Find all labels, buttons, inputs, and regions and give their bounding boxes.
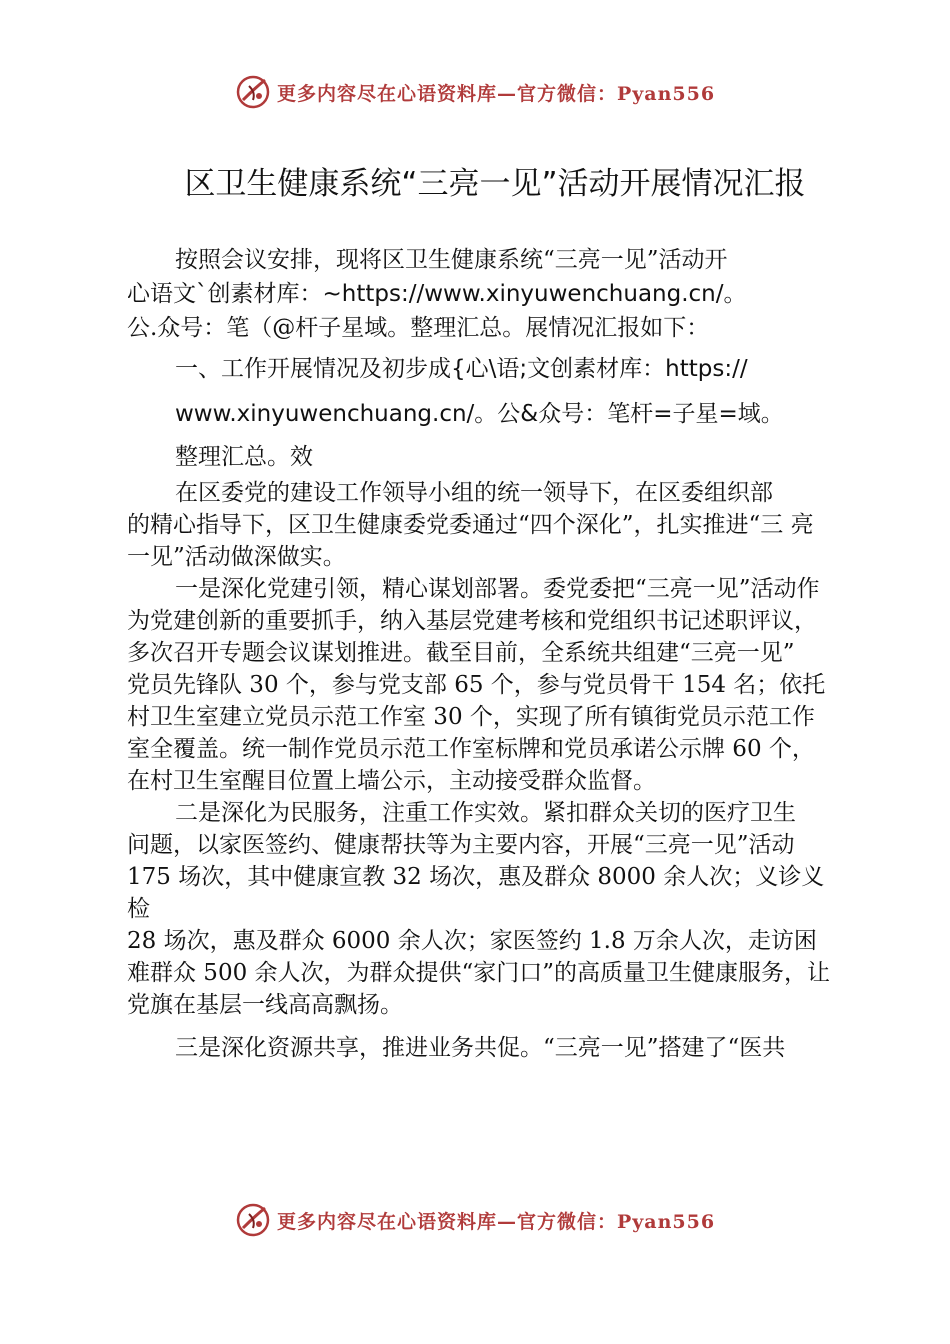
paragraph-line: 一见”活动做深做实。 (127, 544, 346, 570)
paragraph-line: 村卫生室建立党员示范工作室 30 个，实现了所有镇街党员示范工作 (127, 704, 815, 730)
paragraph-line: 28 场次，惠及群众 6000 余人次；家医签约 1.8 万余人次，走访困 (127, 928, 817, 954)
section-heading: 一、工作开展情况及初步成{心\语;文创素材库：https:// (175, 356, 748, 382)
section-heading: 整理汇总。效 (175, 444, 313, 470)
paragraph-line: 党员先锋队 30 个，参与党支部 65 个，参与党员骨干 154 名；依托 (127, 672, 826, 698)
paragraph-line: 二是深化为民服务，注重工作实效。紧扣群众关切的医疗卫生 (175, 800, 796, 826)
paragraph-line: 党旗在基层一线高高飘扬。 (127, 992, 403, 1018)
header-banner (0, 70, 950, 114)
document-title: 区卫生健康系统“三亮一见”活动开展情况汇报 (184, 166, 806, 202)
paragraph-line: 按照会议安排，现将区卫生健康系统“三亮一见”活动开 (175, 247, 728, 273)
section-heading: www.xinyuwenchuang.cn/。公&众号：笔杆=子星=域。 (175, 401, 784, 427)
paragraph-line: 心语文`创素材库：~https://www.xinyuwenchuang.cn/。 (127, 281, 747, 307)
header-banner-text: 更多内容尽在心语资料库—官方微信：Pyan556 (276, 82, 716, 105)
paragraph-line: 问题，以家医签约、健康帮扶等为主要内容，开展“三亮一见”活动 (127, 832, 795, 858)
paragraph-line: 为党建创新的重要抓手，纳入基层党建考核和党组织书记述职评议， (127, 608, 817, 634)
paragraph-line: 一是深化党建引领，精心谋划部署。委党委把“三亮一见”活动作 (175, 576, 820, 602)
paragraph-line: 在村卫生室醒目位置上墙公示，主动接受群众监督。 (127, 768, 656, 794)
paragraph-line: 公.众号：笔（@杆子星域。整理汇总。展情况汇报如下： (127, 315, 710, 341)
paragraph-line: 检 (127, 896, 150, 922)
paragraph-line: 的精心指导下，区卫生健康委党委通过“四个深化”，扎实推进“三 亮 (127, 512, 814, 538)
footer-banner-text: 更多内容尽在心语资料库—官方微信：Pyan556 (276, 1210, 716, 1233)
brand-logo-icon (235, 1202, 271, 1238)
paragraph-line: 多次召开专题会议谋划推进。截至目前，全系统共组建“三亮一见” (127, 640, 795, 666)
paragraph-line: 三是深化资源共享，推进业务共促。“三亮一见”搭建了“医共 (175, 1035, 786, 1061)
paragraph-line: 难群众 500 余人次，为群众提供“家门口”的高质量卫生健康服务，让 (127, 960, 831, 986)
footer-banner (0, 1198, 950, 1242)
paragraph-line: 175 场次，其中健康宣教 32 场次，惠及群众 8000 余人次；义诊义 (127, 864, 825, 890)
brand-logo-icon (235, 74, 271, 110)
paragraph-line: 在区委党的建设工作领导小组的统一领导下，在区委组织部 (175, 480, 773, 506)
paragraph-line: 室全覆盖。统一制作党员示范工作室标牌和党员承诺公示牌 60 个， (127, 736, 815, 762)
